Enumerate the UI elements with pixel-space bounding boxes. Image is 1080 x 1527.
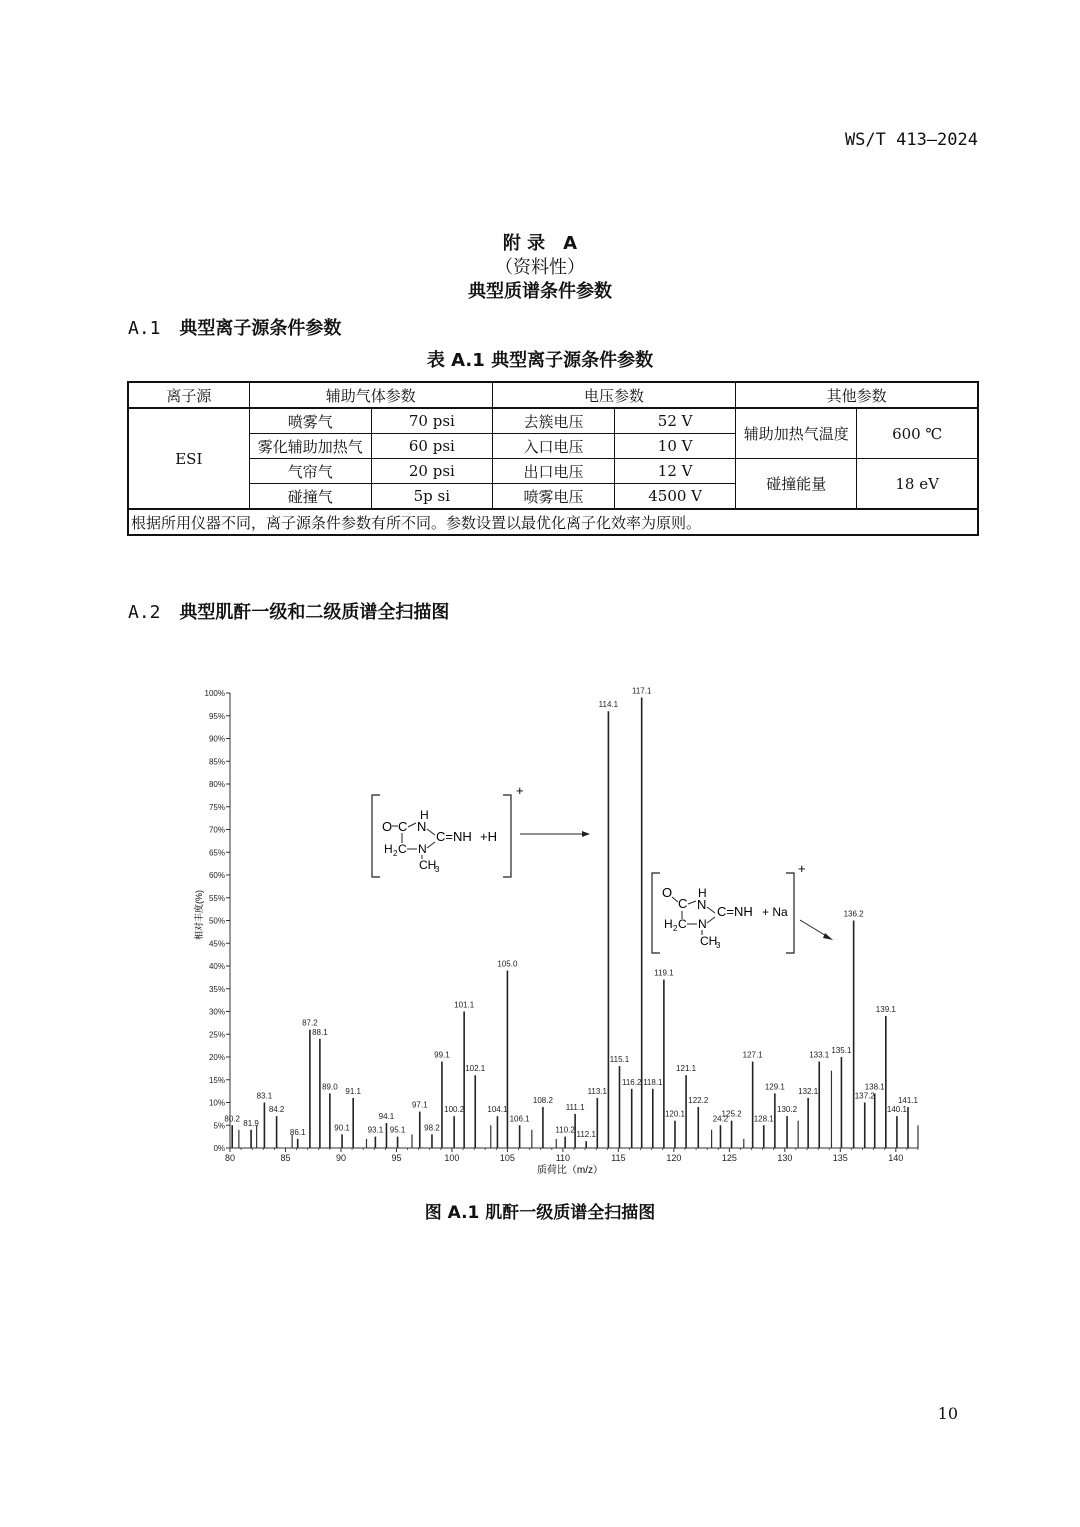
gas-name-cell: 喷雾气 xyxy=(249,408,371,434)
x-tick-label: 120 xyxy=(666,1153,682,1163)
adduct-h: +H xyxy=(480,829,497,844)
other-value-cell: 18 eV xyxy=(857,459,978,510)
peak-label: 97.1 xyxy=(411,1100,428,1110)
doc-code: WS/T 413—2024 xyxy=(844,130,978,150)
atom-ch3-sub: 3 xyxy=(435,865,440,874)
imine-group: C=NH xyxy=(436,829,472,844)
voltage-name-cell: 喷雾电压 xyxy=(492,484,614,510)
peak-label: 135.1 xyxy=(831,1046,852,1055)
atom-ch2-h: H xyxy=(664,917,673,931)
table-note: 根据所用仪器不同，离子源条件参数有所不同。参数设置以最优化离子化效率为原则。 xyxy=(128,509,978,535)
peak-label: 113.1 xyxy=(587,1086,608,1096)
peak-label: 137.2 xyxy=(854,1091,875,1101)
peak-label: 140.1 xyxy=(886,1105,907,1115)
peak-label: 116.2 xyxy=(621,1077,642,1087)
peak-label: 101.1 xyxy=(454,1000,475,1010)
atom-ch2-sub: 2 xyxy=(673,924,678,933)
atom-c: C xyxy=(678,896,688,911)
peak-label: 139.1 xyxy=(875,1005,896,1015)
peak-label: 83.1 xyxy=(256,1091,273,1101)
y-tick-label: 5% xyxy=(213,1121,225,1131)
peak-label: 105.0 xyxy=(497,959,518,969)
other-value-cell: 600 ℃ xyxy=(857,408,978,459)
peak-label: 94.1 xyxy=(378,1111,395,1121)
header-source: 离子源 xyxy=(128,382,249,408)
peak-label: 108.2 xyxy=(532,1096,553,1106)
peak-label: 111.1 xyxy=(565,1102,585,1112)
gas-name-cell: 雾化辅助加热气 xyxy=(249,434,371,459)
x-axis-label: 质荷比（m/z） xyxy=(536,1165,604,1176)
peak-label: 141.1 xyxy=(897,1096,919,1106)
header-voltage: 电压参数 xyxy=(492,382,735,408)
atom-n2: N xyxy=(698,917,707,931)
header-other: 其他参数 xyxy=(736,382,978,408)
y-tick-label: 85% xyxy=(208,757,225,767)
charge-plus: + xyxy=(516,783,524,798)
peak-label: 125.2 xyxy=(721,1109,742,1119)
atom-ch3: CH xyxy=(700,934,718,948)
peak-label: 115.1 xyxy=(609,1055,630,1065)
peak-label: 95.1 xyxy=(389,1125,406,1135)
peak-label: 100.2 xyxy=(444,1105,465,1115)
voltage-name-cell: 去簇电压 xyxy=(492,408,614,434)
voltage-name-cell: 入口电压 xyxy=(492,434,614,459)
y-tick-label: 15% xyxy=(208,1075,225,1085)
appendix-nature: （资料性） xyxy=(495,257,585,278)
peak-label: 112.1 xyxy=(576,1130,596,1140)
peak-label: 93.1 xyxy=(367,1125,384,1135)
peak-label: 129.1 xyxy=(764,1082,785,1092)
peak-label: 84.2 xyxy=(268,1105,285,1115)
peak-label: 24.2 xyxy=(712,1114,729,1124)
x-tick-label: 105 xyxy=(499,1153,515,1163)
peak-label: 114.1 xyxy=(598,700,619,710)
y-tick-label: 30% xyxy=(208,1007,225,1017)
y-tick-label: 80% xyxy=(208,780,225,789)
appendix-subtitle: 典型质谱条件参数 xyxy=(468,281,612,302)
x-tick-label: 135 xyxy=(832,1153,848,1163)
y-axis-label: 相对丰度(%) xyxy=(194,890,204,940)
y-tick-label: 35% xyxy=(208,984,225,994)
y-tick-label: 75% xyxy=(208,802,225,812)
peak-label: 106.1 xyxy=(509,1114,530,1124)
peak-label: 86.1 xyxy=(289,1127,306,1137)
x-tick-label: 110 xyxy=(555,1153,571,1163)
peak-label: 88.1 xyxy=(312,1027,328,1037)
voltage-value-cell: 52 V xyxy=(615,408,736,434)
table-note-row xyxy=(128,509,978,535)
gas-name-cell: 气帘气 xyxy=(249,459,371,484)
voltage-value-cell: 12 V xyxy=(615,459,736,484)
x-tick-label: 115 xyxy=(611,1153,626,1163)
peak-label: 102.1 xyxy=(465,1064,486,1074)
atom-h: H xyxy=(420,808,429,822)
peak-label: 128.1 xyxy=(753,1114,774,1124)
peak-label: 136.2 xyxy=(843,909,864,919)
y-tick-label: 100% xyxy=(204,689,225,698)
x-tick-label: 125 xyxy=(721,1153,737,1163)
figure-caption: 图 A.1 肌酐一级质谱全扫描图 xyxy=(424,1203,656,1223)
source-cell: ESI xyxy=(128,408,249,509)
gas-name-cell: 碰撞气 xyxy=(249,484,371,510)
peak-label: 81.9 xyxy=(243,1118,259,1128)
y-tick-label: 90% xyxy=(208,734,225,744)
atom-ch3: CH xyxy=(419,858,437,872)
atom-h: H xyxy=(698,886,707,900)
atom-n: N xyxy=(417,819,427,834)
peak-label: 89.0 xyxy=(322,1082,338,1092)
peak-label: 99.1 xyxy=(434,1050,450,1060)
header-gas: 辅助气体参数 xyxy=(249,382,492,408)
voltage-name-cell: 出口电压 xyxy=(492,459,614,484)
section-title: 典型离子源条件参数 xyxy=(179,318,342,339)
atom-ch3-sub: 3 xyxy=(716,941,721,950)
peak-label: 90.1 xyxy=(334,1123,350,1133)
appendix-title: 附 录 A xyxy=(502,233,578,254)
page-number: 10 xyxy=(937,1404,958,1423)
x-tick-label: 80 xyxy=(224,1153,236,1163)
y-tick-label: 95% xyxy=(208,711,225,721)
sodiated-creatinine-structure xyxy=(652,861,833,953)
section-number: A.2 xyxy=(128,602,161,623)
voltage-value-cell: 4500 V xyxy=(615,484,736,510)
peak-label: 98.2 xyxy=(424,1123,440,1133)
peak-label: 80.2 xyxy=(224,1114,241,1124)
atom-c2: C xyxy=(398,842,407,856)
peak-label: 133.1 xyxy=(809,1050,830,1060)
table-row xyxy=(128,408,978,434)
peak-label: 118.1 xyxy=(643,1077,663,1087)
peak-label: 138.1 xyxy=(864,1082,885,1092)
y-tick-label: 40% xyxy=(208,962,225,971)
x-tick-label: 85 xyxy=(280,1153,291,1163)
section-a2-heading xyxy=(128,598,449,624)
gas-value-cell: 20 psi xyxy=(371,459,492,484)
table-header-row xyxy=(128,382,978,408)
x-tick-label: 130 xyxy=(777,1153,793,1163)
peak-label: 121.1 xyxy=(676,1064,697,1074)
table-row xyxy=(128,459,978,484)
charge-plus: + xyxy=(798,861,806,876)
x-tick-label: 140 xyxy=(888,1153,904,1163)
ion-source-params-table xyxy=(127,381,979,536)
peak-label: 91.1 xyxy=(345,1086,361,1096)
other-name-cell: 碰撞能量 xyxy=(736,459,857,510)
peak-label: 87.2 xyxy=(302,1018,318,1028)
y-tick-label: 25% xyxy=(208,1030,225,1040)
protonated-creatinine-structure xyxy=(372,783,590,877)
peak-label: 127.1 xyxy=(742,1050,763,1060)
peak-label: 104.1 xyxy=(487,1105,508,1115)
atom-o: O xyxy=(662,885,673,900)
gas-value-cell: 5p si xyxy=(371,484,492,510)
atom-ch2-h: H xyxy=(384,842,393,856)
y-tick-label: 20% xyxy=(208,1053,225,1062)
table-caption: 表 A.1 典型离子源条件参数 xyxy=(426,350,654,371)
y-tick-label: 0% xyxy=(213,1144,225,1153)
y-tick-label: 65% xyxy=(208,848,225,858)
chart-peaks xyxy=(224,687,918,1148)
peak-label: 110.2 xyxy=(555,1125,575,1135)
x-tick-label: 100 xyxy=(444,1153,460,1163)
y-tick-label: 55% xyxy=(208,893,225,903)
other-name-cell: 辅助加热气温度 xyxy=(736,408,857,459)
atom-n2: N xyxy=(418,842,427,856)
y-tick-label: 10% xyxy=(208,1098,225,1108)
y-tick-label: 50% xyxy=(208,916,225,926)
atom-c2: C xyxy=(678,917,687,931)
section-number: A.1 xyxy=(128,318,161,339)
atom-c: C xyxy=(398,819,408,834)
section-a1-heading xyxy=(128,314,341,340)
x-tick-label: 90 xyxy=(335,1153,346,1163)
atom-ch2-sub: 2 xyxy=(393,849,398,858)
y-tick-label: 45% xyxy=(208,939,225,949)
peak-label: 120.1 xyxy=(664,1109,685,1119)
peak-label: 119.1 xyxy=(654,968,674,978)
x-tick-label: 95 xyxy=(391,1153,402,1163)
imine-group: C=NH xyxy=(717,904,753,919)
atom-n: N xyxy=(697,897,707,912)
mass-spectrum-chart xyxy=(190,675,930,1185)
atom-o: O xyxy=(382,819,393,834)
voltage-value-cell: 10 V xyxy=(615,434,736,459)
section-title: 典型肌酐一级和二级质谱全扫描图 xyxy=(179,602,450,623)
y-tick-label: 60% xyxy=(208,871,225,880)
adduct-na: + Na xyxy=(762,905,788,919)
gas-value-cell: 70 psi xyxy=(371,408,492,434)
peak-label: 122.2 xyxy=(688,1096,709,1106)
gas-value-cell: 60 psi xyxy=(371,434,492,459)
peak-label: 132.1 xyxy=(798,1086,819,1096)
peak-label: 117.1 xyxy=(631,686,652,696)
y-tick-label: 70% xyxy=(208,825,225,835)
peak-label: 130.2 xyxy=(777,1105,798,1115)
